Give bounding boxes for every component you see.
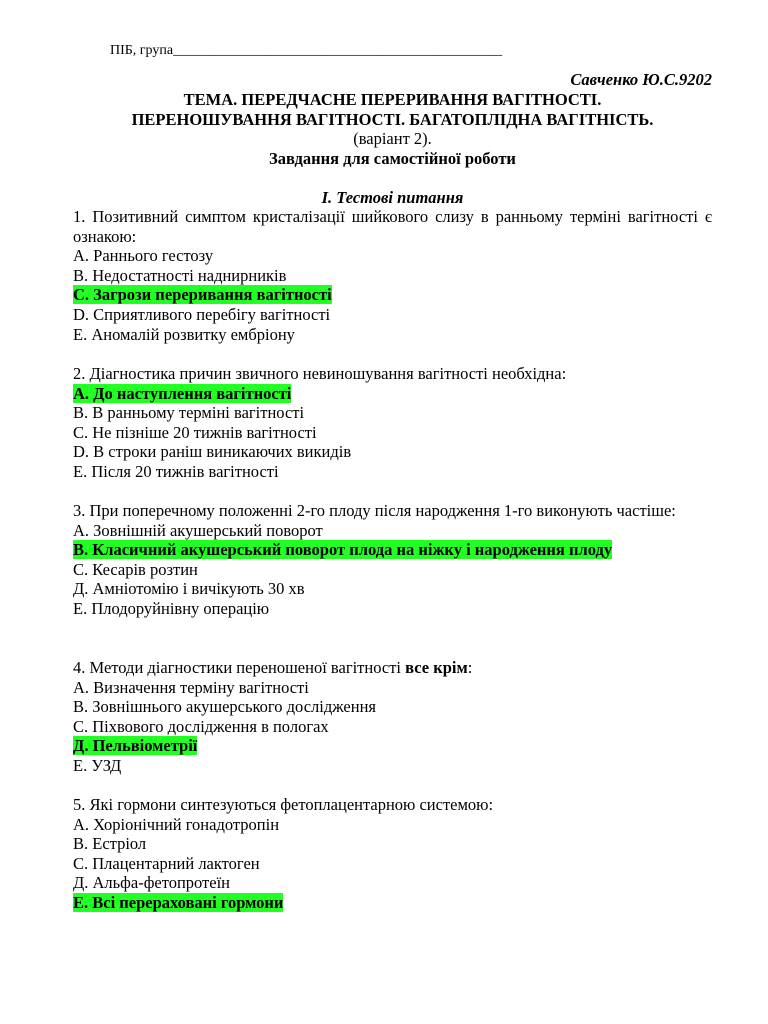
answer-option-correct <box>73 540 712 560</box>
option-text: В. Зовнішнього акушерського дослідження <box>73 697 377 717</box>
section-title: I. Тестові питання <box>321 188 464 208</box>
answer-option <box>73 834 712 854</box>
answer-option <box>73 599 712 619</box>
correct-answer-highlight: Е. Всі перераховані гормони <box>73 892 284 912</box>
answer-option <box>73 403 712 423</box>
question-4 <box>73 658 712 776</box>
answer-option <box>73 560 712 580</box>
topic-title-line-1: ТЕМА. ПЕРЕДЧАСНЕ ПЕРЕРИВАННЯ ВАГІТНОСТІ. <box>183 90 602 109</box>
question-text: 1. Позитивний симптом кристалізації шийкового слизу в ранньому терміні вагітності є ознакою: <box>73 207 712 246</box>
question-text-start: 4. Методи діагностики переношеної вагітності <box>73 658 406 677</box>
answer-option-correct <box>73 736 712 756</box>
option-text: А. Хоріонічний гонадотропін <box>73 814 280 834</box>
question-text: 3. При поперечному положенні 2-го плоду після народження 1-го виконують частіше: <box>73 501 676 520</box>
document-header <box>73 90 712 208</box>
question-3 <box>73 501 712 619</box>
answer-option-correct <box>73 384 712 404</box>
answer-option <box>73 854 712 874</box>
answer-option-correct <box>73 893 712 913</box>
answer-option <box>73 678 712 698</box>
answer-option <box>73 423 712 443</box>
option-text: А. Раннього гестозу <box>73 246 214 266</box>
answer-option <box>73 246 712 266</box>
answer-option <box>73 325 712 345</box>
question-text-emphasis: все крім <box>405 658 468 677</box>
answer-option <box>73 305 712 325</box>
answer-option <box>73 756 712 776</box>
option-text: Д. Альфа-фетопротеїн <box>73 873 231 893</box>
option-text: D. В строки раніш виникаючих викидів <box>73 442 352 462</box>
answer-option <box>73 266 712 286</box>
option-text: D. Сприятливого перебігу вагітності <box>73 304 331 324</box>
option-text: В. Естріол <box>73 834 147 854</box>
answer-option <box>73 462 712 482</box>
question-2 <box>73 364 712 482</box>
question-1 <box>73 207 712 344</box>
answer-option <box>73 815 712 835</box>
option-text: С. Кесарів розтин <box>73 559 198 579</box>
answer-option <box>73 697 712 717</box>
correct-answer-highlight: А. До наступлення вагітності <box>73 383 292 403</box>
question-text: 5. Які гормони синтезуються фетоплацентарною системою: <box>73 795 494 814</box>
variant-label: (варіант 2). <box>353 129 432 149</box>
option-text: Е. УЗД <box>73 755 122 775</box>
author-name: Савченко Ю.С.9202 <box>570 70 712 89</box>
answer-option-correct <box>73 285 712 305</box>
option-text: С. Не пізніше 20 тижнів вагітності <box>73 422 317 442</box>
option-text: С. Плацентарний лактоген <box>73 853 260 873</box>
question-text: 2. Діагностика причин звичного невиношування вагітності необхідна: <box>73 364 567 383</box>
question-5 <box>73 795 712 913</box>
correct-answer-highlight: С. Загрози переривання вагітності <box>73 285 332 305</box>
option-text: А. Зовнішній акушерський поворот <box>73 520 323 540</box>
answer-option <box>73 442 712 462</box>
correct-answer-highlight: В. Класичний акушерський поворот плода на ніжку і народження плоду <box>73 540 613 560</box>
answer-option <box>73 521 712 541</box>
topic-title-line-2: ПЕРЕНОШУВАННЯ ВАГІТНОСТІ. БАГАТОПЛІДНА ВАГІТНІСТЬ. <box>131 109 654 129</box>
question-text <box>73 658 712 678</box>
answer-option <box>73 873 712 893</box>
option-text: E. Аномалій розвитку ембріону <box>73 324 295 344</box>
answer-option <box>73 717 712 737</box>
option-text: В. Недостатності наднирників <box>73 265 287 285</box>
correct-answer-highlight: Д. Пельвіометрії <box>73 736 198 756</box>
option-text: Д. Амніотомію і вичікують 30 хв <box>73 579 305 599</box>
name-group-field: ПІБ, група_______________________________________________ <box>110 43 503 58</box>
question-text-end: : <box>467 658 473 677</box>
task-title: Завдання для самостійної роботи <box>269 148 516 168</box>
option-text: С. Піхвового дослідження в пологах <box>73 716 329 736</box>
option-text: В. В ранньому терміні вагітності <box>73 403 305 423</box>
option-text: E. Після 20 тижнів вагітності <box>73 461 279 481</box>
option-text: А. Визначення терміну вагітності <box>73 677 309 697</box>
option-text: Е. Плодоруйнівну операцію <box>73 598 270 618</box>
answer-option <box>73 579 712 599</box>
